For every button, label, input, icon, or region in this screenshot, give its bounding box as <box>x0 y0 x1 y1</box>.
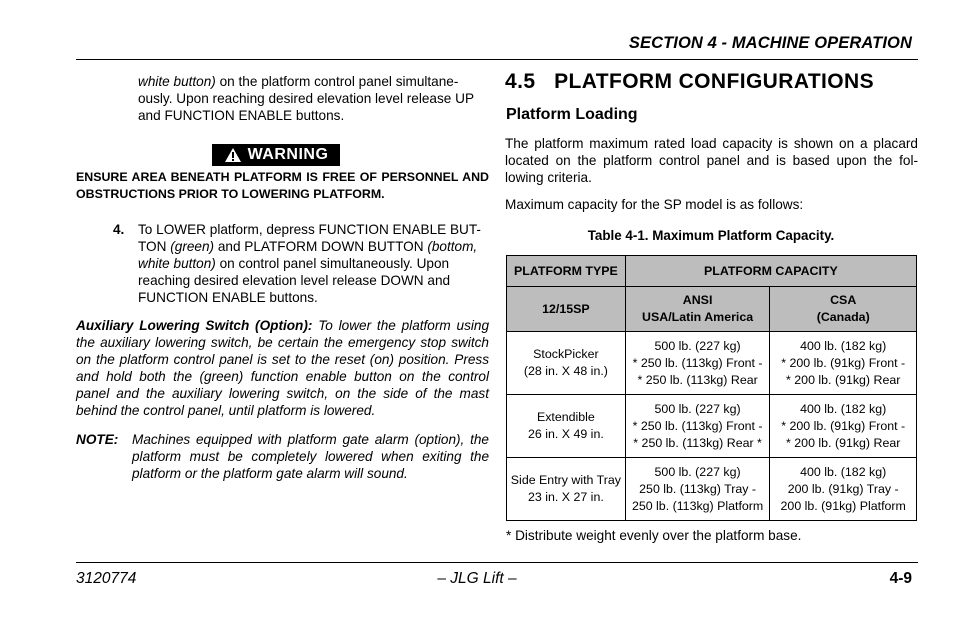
cell-line: Side Entry with Tray <box>510 473 621 487</box>
step-text-e: on control panel simultaneously. Upon reaching desired elevation level release DOWN and FUNCTION ENABLE buttons. <box>138 256 451 305</box>
csa-region: (Canada) <box>816 310 870 324</box>
subheading: Platform Loading <box>506 106 638 123</box>
platform-type-cell <box>507 332 626 395</box>
table-caption: Table 4-1. Maximum Platform Capacity. <box>587 228 835 243</box>
model-cell: 12/15SP <box>507 287 626 332</box>
cell-line: * 250 lb. (113kg) Front - <box>632 355 763 370</box>
warning-label: WARNING <box>247 146 329 163</box>
intro-paragraph <box>138 73 489 124</box>
cell-line: * 250 lb. (113kg) Rear <box>637 372 758 387</box>
section-heading: 4.5 PLATFORM CONFIGURATIONS <box>505 70 874 93</box>
page-number: 4-9 <box>889 570 912 587</box>
cell-line: Extendible <box>536 410 595 424</box>
ansi-header <box>625 287 770 332</box>
cell-line: * 200 lb. (91kg) Front - <box>781 355 906 370</box>
csa-header <box>770 287 917 332</box>
cell-line: 400 lb. (182 kg) <box>800 464 887 479</box>
cell-line: (28 in. X 48 in.) <box>523 364 608 378</box>
cell-line: 250 lb. (113kg) Platform <box>631 498 764 513</box>
aux-text: To lower the platform using the auxiliary lowering switch, be certain the emergency stop switch on the platform control panel is set to the reset (on) position. Press and hold both the (green) function enable button on the control panel and the auxiliary lowering switch, on the side of the mast behind the control panel, until platform is lowered. <box>76 318 490 418</box>
cell-line: 26 in. X 49 in. <box>528 427 604 441</box>
note-text: Machines equipped with platform gate alarm (option), the platform must be completely lowered when exiting the platform or the platform gate alarm will sound. <box>132 432 489 481</box>
step-number: 4. <box>113 222 125 237</box>
note-label: NOTE: <box>76 432 119 447</box>
step-text-b: (green) <box>170 239 215 254</box>
cell-line: 400 lb. (182 kg) <box>800 401 887 416</box>
cell-line: * 250 lb. (113kg) Rear * <box>633 435 762 450</box>
cell-line: 400 lb. (182 kg) <box>800 338 887 353</box>
csa-cell <box>770 395 917 458</box>
cell-line: 200 lb. (91kg) Platform <box>780 498 906 513</box>
capacity-table <box>506 255 917 521</box>
cell-line: 250 lb. (113kg) Tray - <box>639 481 757 496</box>
footer-rule <box>76 562 918 563</box>
cell-line: * 250 lb. (113kg) Front - <box>632 418 763 433</box>
header-platform-type: PLATFORM TYPE <box>507 256 626 287</box>
document-number: 3120774 <box>76 570 137 587</box>
csa-cell <box>770 332 917 395</box>
paragraph-1: The platform maximum rated load capacity is shown on a placard located on the platform control panel and is based upon the fol-lowing criteria. <box>505 136 918 185</box>
cell-line: 500 lb. (227 kg) <box>654 338 741 353</box>
cell-line: 200 lb. (91kg) Tray - <box>787 481 899 496</box>
cell-line: StockPicker <box>533 347 599 361</box>
table-footnote: * Distribute weight evenly over the platform base. <box>506 528 802 543</box>
step-text-d: (bottom, white button) <box>138 239 478 271</box>
aux-title: Auxiliary Lowering Switch (Option): <box>76 318 313 333</box>
warning-banner <box>212 144 340 166</box>
paragraph-2: Maximum capacity for the SP model is as follows: <box>505 197 804 212</box>
platform-type-cell <box>507 458 626 521</box>
header-rule <box>76 59 918 60</box>
table-row <box>507 458 917 521</box>
cell-line: 23 in. X 27 in. <box>528 490 604 504</box>
warning-text: ENSURE AREA BENEATH PLATFORM IS FREE OF PERSONNEL AND OBSTRUCTIONS PRIOR TO LOWERING PLATFORM. <box>76 170 489 201</box>
step-text-a: To LOWER platform, depress FUNCTION ENABLE BUT-TON <box>138 222 481 254</box>
csa-cell <box>770 458 917 521</box>
cell-line: 500 lb. (227 kg) <box>654 464 741 479</box>
ansi-cell <box>625 458 770 521</box>
cell-line: * 200 lb. (91kg) Front - <box>781 418 906 433</box>
ansi-region: USA/Latin America <box>642 310 754 324</box>
ansi-cell <box>625 395 770 458</box>
aux-lowering-paragraph <box>76 317 489 419</box>
intro-text: on the platform control panel simultane-ously. Upon reaching desired elevation level release UP and FUNCTION ENABLE buttons. <box>138 74 474 123</box>
section-title: SECTION 4 - MACHINE OPERATION <box>628 34 912 52</box>
csa-label: CSA <box>830 293 857 307</box>
step-4-text <box>138 221 489 306</box>
table-row <box>507 332 917 395</box>
platform-type-cell <box>507 395 626 458</box>
header-platform-capacity: PLATFORM CAPACITY <box>625 256 916 287</box>
cell-line: * 200 lb. (91kg) Rear <box>786 435 901 450</box>
footer-center: – JLG Lift – <box>437 570 517 587</box>
cell-line: 500 lb. (227 kg) <box>654 401 741 416</box>
table-row <box>507 395 917 458</box>
intro-italic: white button) <box>138 74 216 89</box>
warning-triangle-icon <box>224 147 242 163</box>
ansi-cell <box>625 332 770 395</box>
cell-line: * 200 lb. (91kg) Rear <box>786 372 901 387</box>
ansi-label: ANSI <box>682 293 713 307</box>
step-text-c: and PLATFORM DOWN BUTTON <box>214 239 428 254</box>
